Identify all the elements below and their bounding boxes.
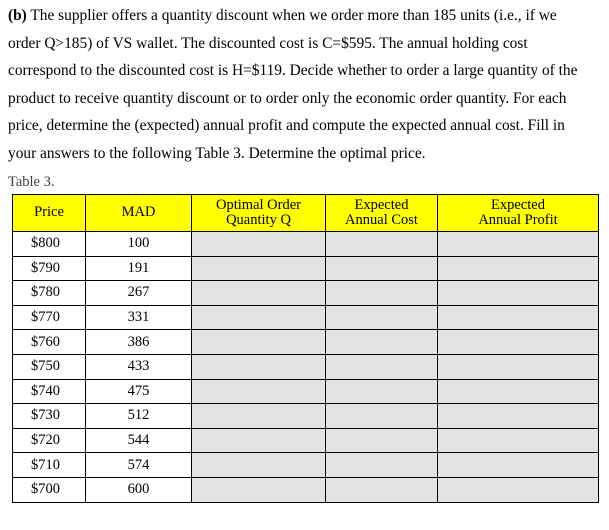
expected-annual-profit-cell[interactable]	[438, 379, 599, 404]
price-cell: $760	[13, 330, 86, 355]
table-row	[13, 330, 599, 355]
table-row	[13, 305, 599, 330]
mad-cell: 386	[86, 330, 192, 355]
expected-annual-cost-cell[interactable]	[326, 305, 438, 330]
expected-annual-cost-cell[interactable]	[326, 477, 438, 502]
mad-cell: 267	[86, 281, 192, 306]
expected-annual-cost-cell[interactable]	[326, 379, 438, 404]
price-cell: $800	[13, 232, 86, 257]
price-cell: $770	[13, 305, 86, 330]
price-cell: $750	[13, 354, 86, 379]
mad-cell: 433	[86, 354, 192, 379]
mad-cell: 475	[86, 379, 192, 404]
optimal-order-quantity-cell[interactable]	[192, 453, 326, 478]
optimal-order-quantity-cell[interactable]	[192, 477, 326, 502]
header-line: Annual Profit	[478, 212, 558, 228]
expected-annual-profit-cell[interactable]	[438, 305, 599, 330]
expected-annual-cost-cell[interactable]	[326, 354, 438, 379]
problem-line: your answers to the following Table 3. Determine the optimal price.	[8, 144, 426, 162]
table-body	[13, 232, 599, 503]
price-cell: $720	[13, 428, 86, 453]
problem-line: price, determine the (expected) annual profit and compute the expected annual cost. Fill in	[8, 117, 565, 135]
header-line: Quantity Q	[226, 212, 291, 228]
header-mad: MAD	[86, 195, 192, 232]
optimal-order-quantity-cell[interactable]	[192, 281, 326, 306]
expected-annual-profit-cell[interactable]	[438, 256, 599, 281]
expected-annual-profit-cell[interactable]	[438, 453, 599, 478]
table-row	[13, 256, 599, 281]
expected-annual-cost-cell[interactable]	[326, 404, 438, 429]
optimal-order-quantity-cell[interactable]	[192, 354, 326, 379]
price-cell: $740	[13, 379, 86, 404]
table-row	[13, 477, 599, 502]
mad-cell: 191	[86, 256, 192, 281]
table-row	[13, 428, 599, 453]
problem-part-label: (b)	[8, 7, 27, 24]
price-cell: $790	[13, 256, 86, 281]
price-cell: $780	[13, 281, 86, 306]
problem-line: The supplier offers a quantity discount when we order more than 185 units (i.e., if we	[30, 7, 557, 24]
header-line: Annual Cost	[345, 212, 418, 228]
table-row	[13, 379, 599, 404]
expected-annual-cost-cell[interactable]	[326, 330, 438, 355]
expected-annual-profit-cell[interactable]	[438, 477, 599, 502]
optimal-order-quantity-cell[interactable]	[192, 232, 326, 257]
price-cell: $730	[13, 404, 86, 429]
mad-cell: 600	[86, 477, 192, 502]
mad-cell: 331	[86, 305, 192, 330]
table-header-row	[13, 195, 599, 232]
price-cell: $700	[13, 477, 86, 502]
optimal-order-quantity-cell[interactable]	[192, 428, 326, 453]
optimal-order-quantity-cell[interactable]	[192, 305, 326, 330]
price-table	[12, 194, 599, 503]
optimal-order-quantity-cell[interactable]	[192, 379, 326, 404]
expected-annual-cost-cell[interactable]	[326, 256, 438, 281]
table-row	[13, 232, 599, 257]
problem-line: order Q>185) of VS wallet. The discounted cost is C=$595. The annual holding cost	[8, 34, 528, 52]
expected-annual-profit-cell[interactable]	[438, 232, 599, 257]
expected-annual-cost-cell[interactable]	[326, 232, 438, 257]
expected-annual-profit-cell[interactable]	[438, 354, 599, 379]
mad-cell: 544	[86, 428, 192, 453]
table-caption: Table 3.	[8, 174, 55, 190]
mad-cell: 512	[86, 404, 192, 429]
mad-cell: 100	[86, 232, 192, 257]
optimal-order-quantity-cell[interactable]	[192, 256, 326, 281]
header-line: Optimal Order	[216, 196, 301, 213]
expected-annual-profit-cell[interactable]	[438, 281, 599, 306]
optimal-order-quantity-cell[interactable]	[192, 404, 326, 429]
expected-annual-profit-cell[interactable]	[438, 404, 599, 429]
problem-line: correspond to the discounted cost is H=$119. Decide whether to order a large quantity of the	[8, 62, 578, 80]
table-row	[13, 281, 599, 306]
expected-annual-profit-cell[interactable]	[438, 330, 599, 355]
header-price: Price	[13, 195, 86, 232]
problem-line: product to receive quantity discount or to order only the economic order quantity. For each	[8, 89, 567, 107]
optimal-order-quantity-cell[interactable]	[192, 330, 326, 355]
expected-annual-cost-cell[interactable]	[326, 428, 438, 453]
problem-statement	[8, 2, 606, 168]
header-line: Expected	[491, 196, 545, 213]
header-line: Expected	[354, 196, 409, 213]
table-row	[13, 453, 599, 478]
mad-cell: 574	[86, 453, 192, 478]
expected-annual-cost-cell[interactable]	[326, 281, 438, 306]
header-optimal-order-quantity	[192, 195, 326, 232]
table-row	[13, 404, 599, 429]
header-expected-annual-profit	[438, 195, 599, 232]
expected-annual-cost-cell[interactable]	[326, 453, 438, 478]
header-expected-annual-cost	[326, 195, 438, 232]
expected-annual-profit-cell[interactable]	[438, 428, 599, 453]
table-row	[13, 354, 599, 379]
price-cell: $710	[13, 453, 86, 478]
